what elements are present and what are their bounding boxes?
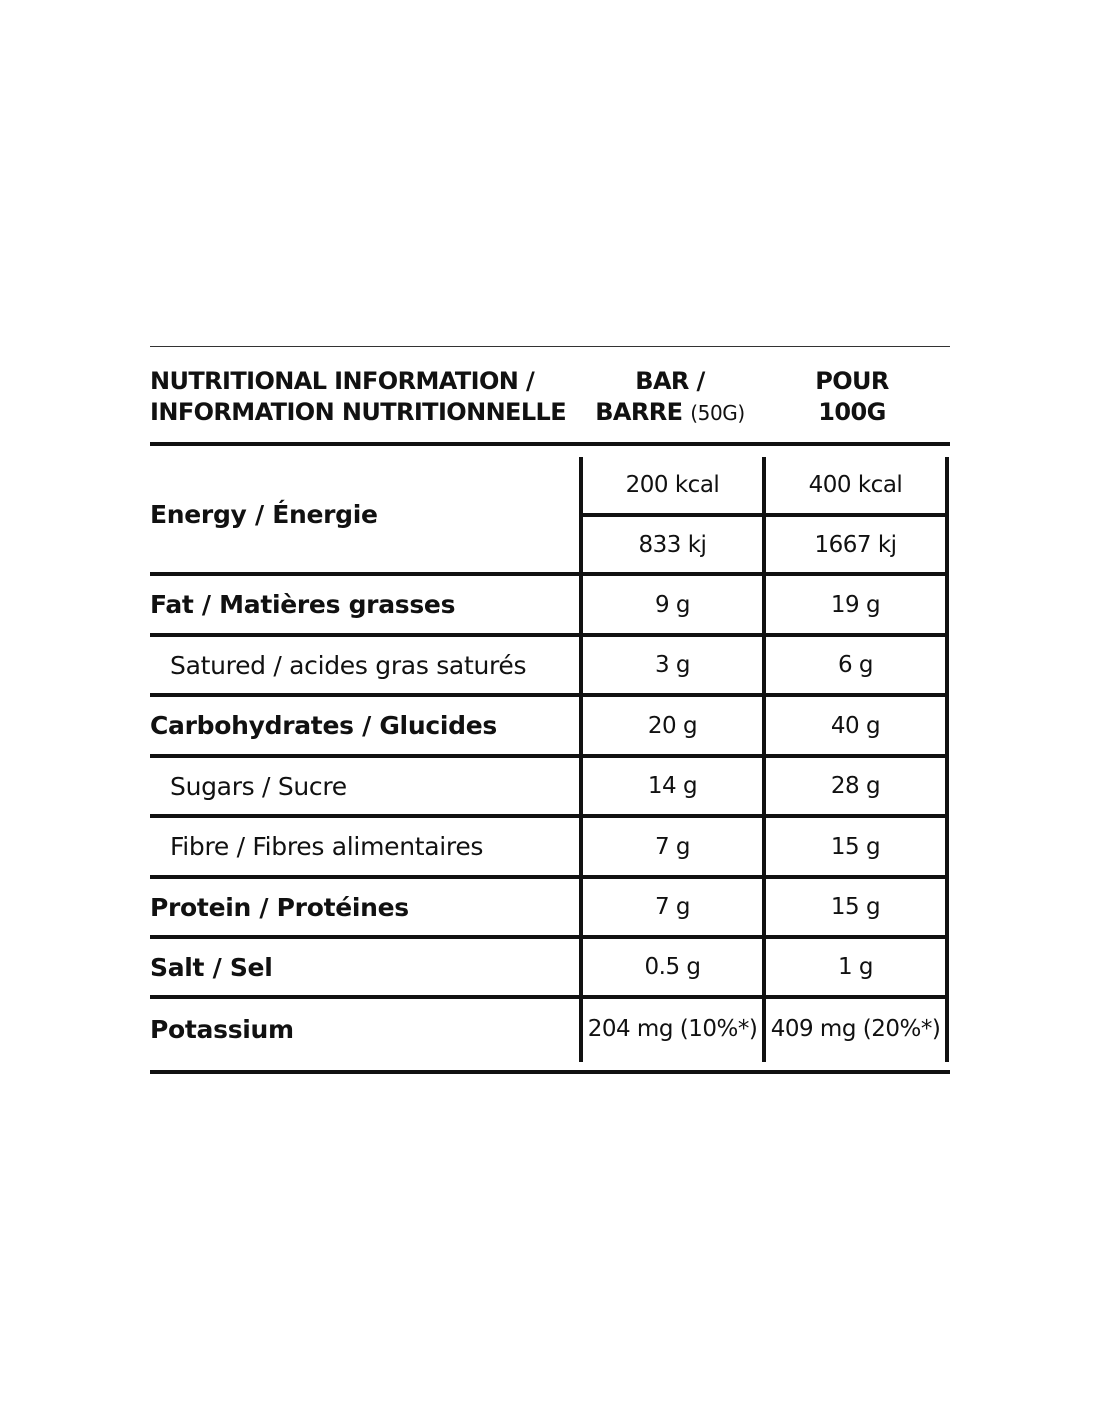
fat-label: Fat / Matières grasses [150, 590, 456, 619]
salt-bar: 0.5 g [644, 954, 701, 980]
energy-kj-bar: 833 kj [638, 531, 707, 558]
header-divider [150, 442, 950, 446]
carbohydrates-100g: 40 g [830, 712, 881, 739]
energy-label: Energy / Énergie [150, 500, 378, 529]
protein-100g: 15 g [830, 894, 881, 920]
top-divider [150, 346, 950, 347]
carbohydrates-bar: 20 g [647, 712, 698, 739]
potassium-100g: 409 mg (20%*) [770, 1016, 941, 1042]
table-title: NUTRITIONAL INFORMATION / INFORMATION NUTRITIONNELLE [150, 367, 567, 426]
fat-bar: 9 g [654, 591, 691, 618]
protein-label: Protein / Protéines [150, 892, 409, 922]
saturated-label: Satured / acides gras saturés [170, 650, 527, 680]
fibre-100g: 15 g [830, 833, 881, 860]
footer-divider [150, 1070, 950, 1074]
column-divider [945, 457, 949, 1062]
sugars-bar: 14 g [647, 773, 698, 799]
protein-bar: 7 g [654, 894, 691, 920]
fibre-label: Fibre / Fibres alimentaires [170, 832, 484, 861]
salt-label: Salt / Sel [150, 952, 273, 982]
fat-100g: 19 g [830, 591, 881, 618]
saturated-100g: 6 g [837, 652, 874, 678]
saturated-bar: 3 g [654, 652, 691, 678]
energy-kcal-bar: 200 kcal [625, 472, 720, 498]
carbohydrates-label: Carbohydrates / Glucides [150, 711, 497, 740]
sugars-label: Sugars / Sucre [170, 771, 347, 801]
energy-kcal-100g: 400 kcal [808, 472, 903, 498]
energy-kj-100g: 1667 kj [814, 531, 897, 558]
nutrition-panel [150, 346, 950, 1076]
salt-100g: 1 g [837, 954, 874, 980]
sugars-100g: 28 g [830, 773, 881, 799]
potassium-label: Potassium [150, 1014, 294, 1044]
potassium-bar: 204 mg (10%*) [587, 1016, 758, 1042]
fibre-bar: 7 g [654, 833, 691, 860]
column-header-per-100g: POUR 100G [815, 367, 889, 426]
column-header-bar: BAR / BARRE (50G) [595, 367, 745, 426]
